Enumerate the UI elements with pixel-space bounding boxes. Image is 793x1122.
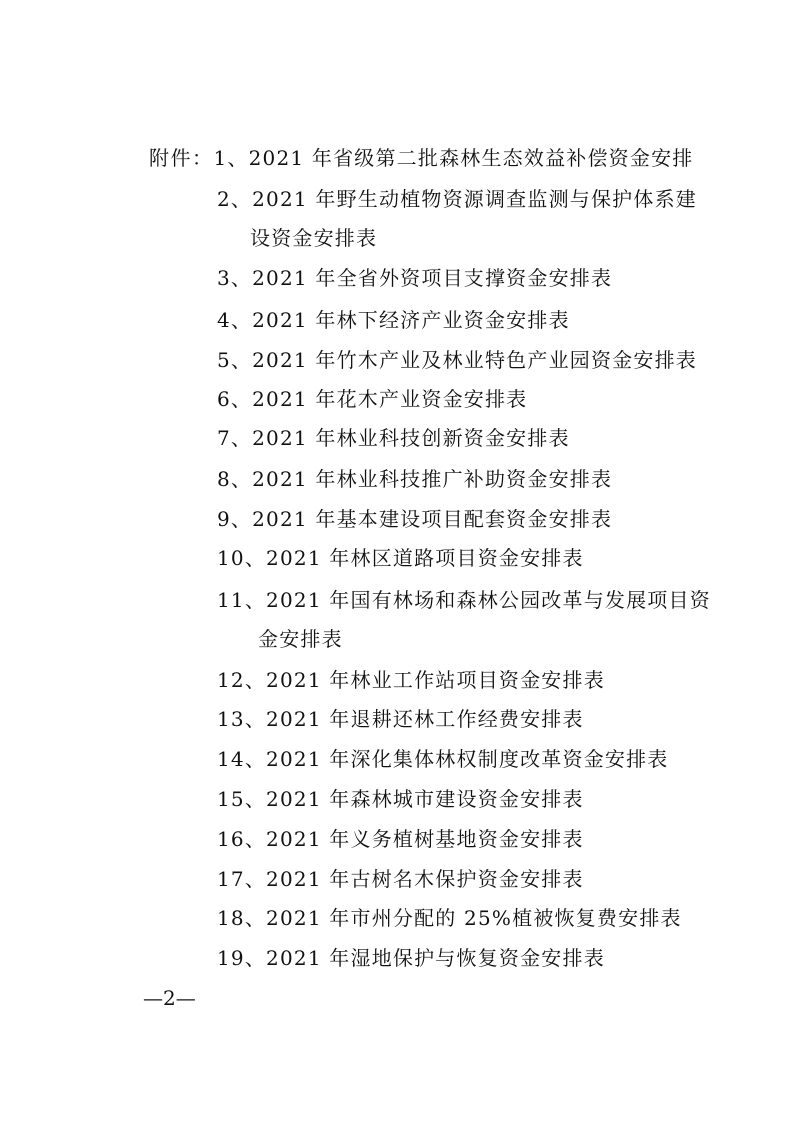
attachment-item-12: 12、2021 年林业工作站项目资金安排表: [217, 668, 605, 692]
attachment-item-18: 18、2021 年市州分配的 25%植被恢复费安排表: [217, 906, 682, 930]
attachment-item-16: 16、2021 年义务植树基地资金安排表: [217, 827, 584, 851]
attachment-item-11: 11、2021 年国有林场和森林公园改革与发展项目资: [217, 588, 711, 612]
attachment-item-4: 4、2021 年林下经济产业资金安排表: [217, 308, 570, 332]
attachment-item-6: 6、2021 年花木产业资金安排表: [217, 387, 528, 411]
attachment-item-2: 2、2021 年野生动植物资源调查监测与保护体系建: [217, 187, 697, 211]
attachment-line-1: [149, 146, 693, 170]
attachment-item-3: 3、2021 年全省外资项目支撑资金安排表: [217, 266, 613, 290]
attachment-item-1: 1、2021 年省级第二批森林生态效益补偿资金安排: [213, 146, 694, 170]
attachment-item-11-continuation: 金安排表: [258, 627, 343, 651]
attachment-item-10: 10、2021 年林区道路项目资金安排表: [217, 546, 584, 570]
attachment-item-9: 9、2021 年基本建设项目配套资金安排表: [217, 507, 613, 531]
attachment-item-5: 5、2021 年竹木产业及林业特色产业园资金安排表: [217, 348, 697, 372]
page-number: —2—: [143, 986, 196, 1010]
attachment-item-14: 14、2021 年深化集体林权制度改革资金安排表: [217, 747, 669, 771]
attachment-item-17: 17、2021 年古树名木保护资金安排表: [217, 867, 584, 891]
attachment-item-13: 13、2021 年退耕还林工作经费安排表: [217, 707, 584, 731]
attachment-item-2-continuation: 设资金安排表: [250, 226, 378, 250]
attachment-item-7: 7、2021 年林业科技创新资金安排表: [217, 426, 570, 450]
attachment-item-19: 19、2021 年湿地保护与恢复资金安排表: [217, 946, 605, 970]
attachment-item-15: 15、2021 年森林城市建设资金安排表: [217, 787, 584, 811]
attachment-item-8: 8、2021 年林业科技推广补助资金安排表: [217, 467, 613, 491]
attachment-prefix: 附件：: [149, 146, 214, 170]
